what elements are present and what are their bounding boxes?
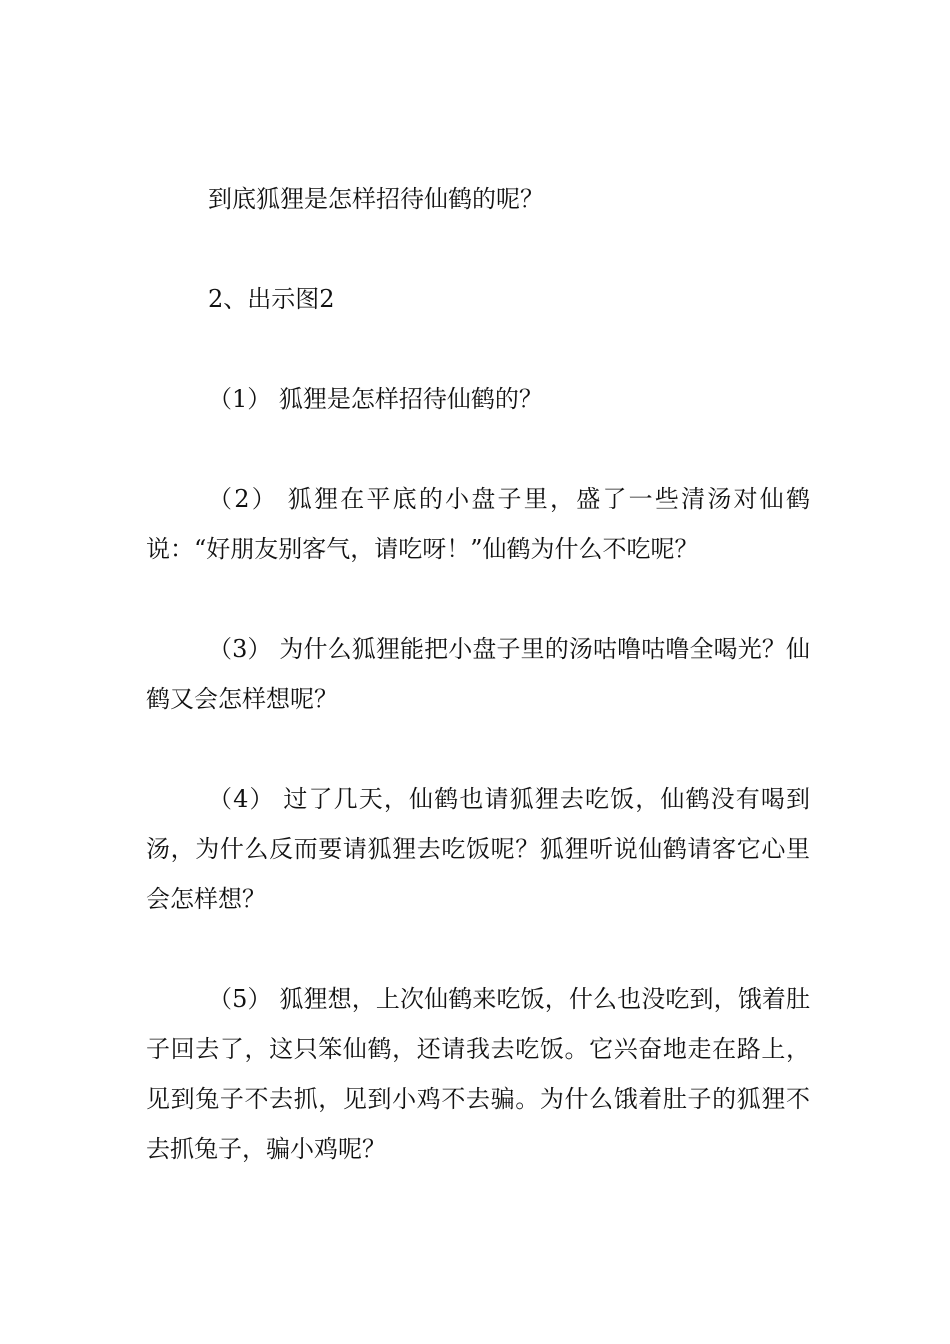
section-heading: 2、出示图2 xyxy=(208,285,335,313)
question-item-3: （3） 为什么狐狸能把小盘子里的汤咕噜咕噜全喝光？仙鹤又会怎样想呢？ xyxy=(146,635,810,713)
question-item-1: （1） 狐狸是怎样招待仙鹤的？ xyxy=(208,385,543,413)
question-item-2: （2） 狐狸在平底的小盘子里，盛了一些清汤对仙鹤说：“好朋友别客气，请吃呀！”仙鹤为什么不吃呢？ xyxy=(146,485,810,563)
question-item-4: （4） 过了几天，仙鹤也请狐狸去吃饭，仙鹤没有喝到汤，为什么反而要请狐狸去吃饭呢？狐狸听说仙鹤请客它心里会怎样想？ xyxy=(146,785,810,913)
question-paragraph: 到底狐狸是怎样招待仙鹤的呢？ xyxy=(208,185,544,213)
question-item-5: （5） 狐狸想，上次仙鹤来吃饭，什么也没吃到，饿着肚子回去了，这只笨仙鹤，还请我去吃饭。它兴奋地走在路上，见到兔子不去抓，见到小鸡不去骗。为什么饿着肚子的狐狸不去抓兔子，骗小鸡呢？ xyxy=(146,985,810,1163)
